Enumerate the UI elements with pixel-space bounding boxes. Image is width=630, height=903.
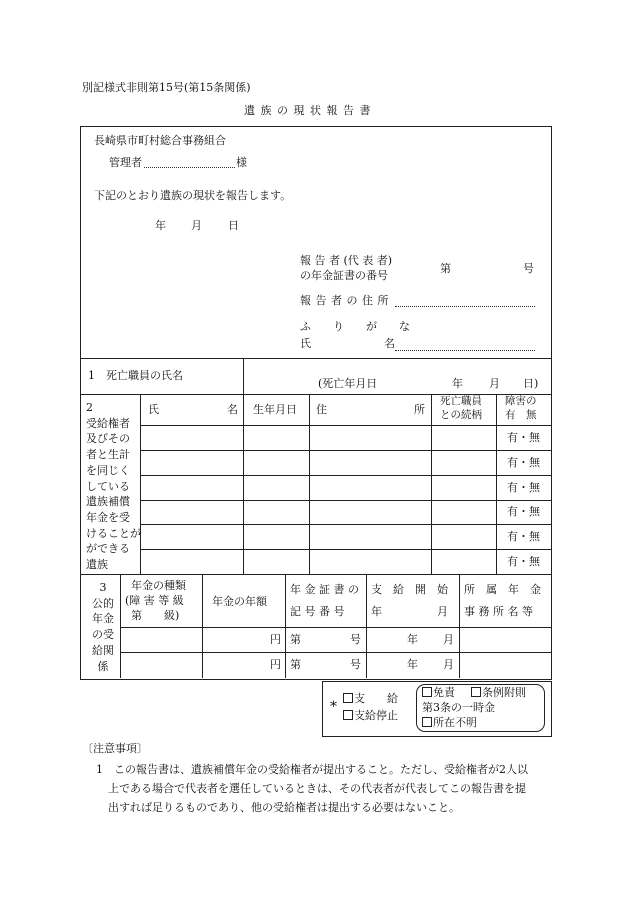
col-cert-1: 年 金 証 書 の <box>290 583 359 596</box>
disability-option[interactable]: 有・無 <box>507 555 540 568</box>
col-pension-type-1: 年金の種類 <box>131 579 186 592</box>
supplementary-option[interactable]: 条例附則 <box>471 687 526 698</box>
date-day-label: 日 <box>228 219 239 232</box>
exempt-option[interactable]: 免責 <box>422 687 455 698</box>
disability-option[interactable]: 有・無 <box>507 530 540 543</box>
lump-sum-label: 第3条の一時金 <box>422 701 495 714</box>
row2-dai: 第 <box>290 658 301 671</box>
death-date-month: 月 <box>489 377 500 390</box>
row1-dai: 第 <box>290 633 301 646</box>
death-date-year: 年 <box>452 377 463 390</box>
number-suffix: 号 <box>523 262 534 275</box>
death-date-open: (死亡年月日 <box>318 377 378 390</box>
reporter-number-label-2: の年金証書の番号 <box>300 269 388 282</box>
date-month-label: 月 <box>191 219 202 232</box>
col-office-2: 事 務 所 名 等 <box>464 605 533 618</box>
number-prefix: 第 <box>440 262 451 275</box>
col-pension-type-3: 第 級) <box>131 609 180 622</box>
pay-option[interactable]: 支 給 <box>343 693 398 704</box>
col-relation-1: 死亡職員 <box>440 395 482 407</box>
note-line-3: 出すれば足りるものであり、他の受給権者は提出する必要はないこと。 <box>108 801 460 814</box>
checkbox-icon[interactable] <box>422 687 432 697</box>
section2-side-label: 2 受給権者 及びその 者と生計 を同じく している 遺族補償 年金を受 けることが ができる 遺族 <box>86 401 141 572</box>
row1-go: 号 <box>350 633 361 646</box>
checkbox-icon[interactable] <box>343 710 353 720</box>
reporter-name-line[interactable] <box>395 350 535 351</box>
date-year-label: 年 <box>155 219 166 232</box>
col-office-1: 所 属 年 金 <box>464 583 541 596</box>
col-disability-1: 障害の <box>505 395 537 407</box>
manager-suffix: 様 <box>236 156 247 169</box>
notes-heading: 〔注意事項〕 <box>82 742 148 755</box>
col-pension-amount: 年金の年額 <box>212 595 267 608</box>
col-address-1: 住 <box>316 403 327 416</box>
disability-option[interactable]: 有・無 <box>507 481 540 494</box>
manager-name-line[interactable] <box>144 167 235 168</box>
note-line-2: 上である場合で代表者を選任しているときは、その代表者が代表してこの報告書を提 <box>108 782 526 795</box>
checkbox-icon[interactable] <box>471 687 481 697</box>
note-line-1: 1 この報告書は、遺族補償年金の受給権者が提出すること。ただし、受給権者が2人以 <box>96 763 528 776</box>
checkbox-icon[interactable] <box>343 693 353 703</box>
unknown-option[interactable]: 所在不明 <box>422 717 477 728</box>
statement-text: 下記のとおり遺族の現状を報告します。 <box>94 189 292 202</box>
disability-option[interactable]: 有・無 <box>507 431 540 444</box>
row2-month: 月 <box>443 658 454 671</box>
form-id: 別記様式非則第15号(第15条関係) <box>82 81 251 94</box>
checkbox-icon[interactable] <box>422 717 432 727</box>
furigana-label: ふ り が な <box>300 320 410 333</box>
name-label-1: 氏 <box>300 337 311 350</box>
asterisk-mark: * <box>330 699 337 715</box>
section1-label: 1 死亡職員の氏名 <box>88 369 183 382</box>
reporter-address-line[interactable] <box>395 306 535 307</box>
col-name-2: 名 <box>227 403 238 416</box>
row2-go: 号 <box>350 658 361 671</box>
col-birth: 生年月日 <box>253 403 297 416</box>
row2-year: 年 <box>407 658 418 671</box>
row1-year: 年 <box>407 633 418 646</box>
manager-label: 管理者 <box>109 156 142 169</box>
col-relation-2: との続柄 <box>440 409 482 421</box>
disability-option[interactable]: 有・無 <box>507 505 540 518</box>
col-name-1: 氏 <box>148 403 159 416</box>
col-start-1: 支 給 開 始 <box>371 583 448 596</box>
reporter-address-label: 報 告 者 の 住 所 <box>300 294 389 307</box>
col-pension-type-2: (障 害 等 級 <box>125 594 184 607</box>
col-cert-2: 記 号 番 号 <box>290 605 345 618</box>
document-title: 遺 族 の 現 状 報 告 書 <box>244 104 372 117</box>
row1-yen: 円 <box>270 633 281 646</box>
reporter-number-label-1: 報 告 者 (代 表 者) <box>300 254 393 267</box>
death-date-day: 日) <box>523 377 539 390</box>
organization-name: 長崎県市町村総合事務組合 <box>94 134 226 147</box>
stop-option[interactable]: 支給停止 <box>343 710 398 721</box>
disability-option[interactable]: 有・無 <box>507 456 540 469</box>
section3-side-label: 3 公的 年金 の受 給関 係 <box>92 581 114 673</box>
col-address-2: 所 <box>414 403 425 416</box>
col-start-2: 年 月 <box>371 605 448 618</box>
name-label-2: 名 <box>384 337 395 350</box>
col-disability-2: 有 無 <box>505 409 537 421</box>
row1-month: 月 <box>443 633 454 646</box>
row2-yen: 円 <box>270 658 281 671</box>
